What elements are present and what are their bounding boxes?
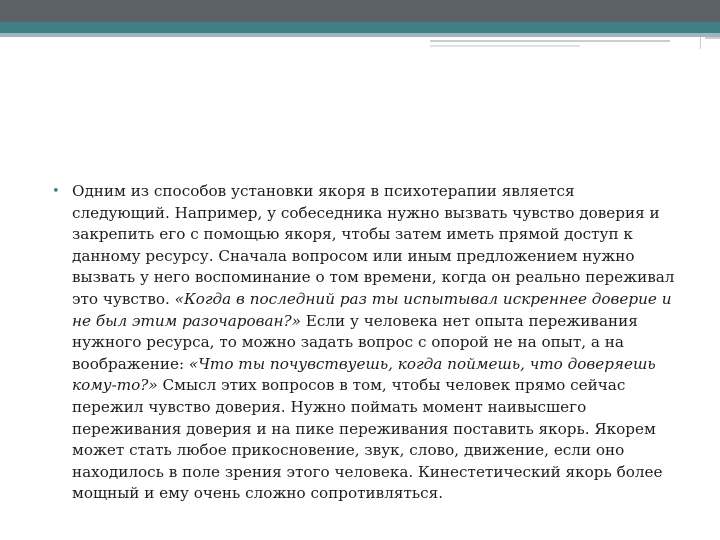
- header-accent-line: [430, 40, 670, 42]
- paragraph-text-2: Если у человека нет опыта переживания нужного ресурса, то можно задать вопрос с опорой не на опыт, а на воображение:: [72, 311, 638, 373]
- bullet-paragraph: [72, 181, 677, 505]
- header-teal-band: [0, 22, 720, 33]
- corner-rule-vertical: [700, 37, 701, 49]
- header-accent-line-short: [430, 45, 580, 47]
- paragraph-text-3: Смысл этих вопросов в том, чтобы человек прямо сейчас пережил чувство доверия. Нужно поймать момент наивысшего переживания доверия и на пике переживания поставить якорь. Якорем может стать любое прикосновение, звук, слово, движение, если оно находилось в поле зрения этого человека. Кинестетический якорь более мощный и ему очень сложно сопротивляться.: [72, 376, 663, 503]
- corner-rule-horizontal: [705, 37, 720, 39]
- paragraph-quote-1: «Когда в последний раз ты испытывал искреннее доверие и не был этим разочарован?»: [72, 289, 672, 330]
- header-dark-band: [0, 0, 720, 22]
- paragraph-quote-2: «Что ты почувствуешь, когда поймешь, что доверяешь кому-то?»: [72, 354, 656, 395]
- slide-body: [52, 181, 677, 505]
- bullet-icon: •: [52, 184, 60, 199]
- paragraph-text-1: Одним из способов установки якоря в психотерапии является следующий. Например, у собеседника нужно вызвать чувство доверия и закрепить его с помощью якоря, чтобы затем иметь прямой доступ к данному ресурсу. Сначала вопросом или иным предложением нужно вызвать у него воспоминание о том времени, когда он реально переживал это чувство.: [72, 182, 675, 308]
- header-gray-band: [0, 33, 720, 37]
